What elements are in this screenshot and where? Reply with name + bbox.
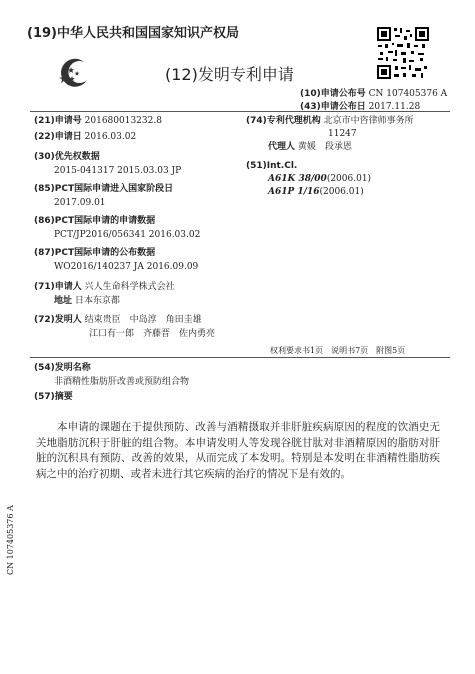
app-date: 2016.03.02 (84, 132, 137, 142)
qr-code (376, 26, 430, 80)
agent-value: 黄媛 段承恩 (297, 142, 352, 152)
app-no: 201680013232.8 (84, 116, 162, 126)
agency-row (246, 115, 414, 127)
abstract-text: 本申请的课题在于提供预防、改善与酒精摄取并非肝脏疾病原因的程度的饮酒史无关地脂肪沉积于肝脏的组合物。本申请发明人等发现谷胱甘肽对非酒精原因的脂肪对肝脏的沉积具有预防、改善的效果，从而完成了本发明。特别是本发明在非酒精性脂肪疾病之中的治疗初期、或者未进行其它疾病的治疗的情况下是有效的。 (36, 421, 440, 480)
ipc2-date: (2006.01) (319, 187, 364, 197)
app-no-row (34, 115, 162, 127)
applicant-value: 兴人生命科学株式会社 (84, 282, 175, 292)
agent-row (268, 141, 352, 153)
pct-pub-label: (87)PCT国际申请的公布数据 (34, 248, 156, 258)
agency-code: 11247 (328, 129, 357, 139)
pub-date: 2017.11.28 (368, 102, 421, 112)
inventors-label: (72)发明人 (34, 315, 82, 325)
agent-label: 代理人 (268, 142, 296, 152)
pub-no: CN 107405376 A (368, 89, 448, 99)
document-type: (12)发明专利申请 (165, 65, 294, 84)
inventors-row (34, 314, 202, 326)
body-divider (30, 357, 450, 358)
page-count: 权利要求书1页 说明书7页 附图5页 (270, 346, 406, 355)
cnipa-logo (54, 56, 90, 92)
inventors-line2: 江口有一郎 齐藤晋 佐内勇亮 (89, 329, 216, 339)
pct-entry-label: (85)PCT国际申请进入国家阶段日 (34, 184, 174, 194)
applicant-row (34, 281, 175, 293)
title-label: (54)发明名称 (34, 363, 91, 373)
priority-value: 2015-041317 2015.03.03 JP (54, 166, 182, 176)
app-date-label: (22)申请日 (34, 132, 82, 142)
pub-no-label: (10)申请公布号 (300, 89, 366, 99)
abstract-label: (57)摘要 (34, 392, 73, 402)
office-header: (19)中华人民共和国国家知识产权局 (27, 26, 239, 41)
address-value: 日本东京都 (74, 296, 120, 306)
invention-title: 非酒精性脂肪肝改善或预防组合物 (54, 377, 190, 387)
ipc2-code: A61P 1/16 (268, 187, 320, 197)
ipc-row-1 (268, 173, 371, 185)
app-date-row (34, 131, 136, 143)
ipc-row-2 (268, 186, 364, 198)
address-label: 地址 (54, 296, 73, 306)
intcl-label: (51)Int.Cl. (246, 161, 298, 171)
address-row (54, 295, 120, 307)
side-publication-number: CN 107405376 A (6, 505, 15, 575)
applicant-label: (71)申请人 (34, 282, 82, 292)
pct-pub-value: WO2016/140237 JA 2016.09.09 (54, 262, 199, 272)
header-divider (30, 111, 450, 112)
pub-date-label: (43)申请公布日 (300, 102, 366, 112)
publication-number-row (300, 86, 447, 99)
pct-entry-value: 2017.09.01 (54, 198, 106, 208)
agency-label: (74)专利代理机构 (246, 116, 321, 126)
priority-label: (30)优先权数据 (34, 152, 100, 162)
agency-value: 北京市中咨律师事务所 (323, 116, 414, 126)
ipc1-date: (2006.01) (326, 174, 372, 184)
inventors-line1: 结束贵臣 中岛淳 角田圭雄 (84, 315, 202, 325)
app-no-label: (21)申请号 (34, 116, 82, 126)
pct-app-label: (86)PCT国际申请的申请数据 (34, 216, 156, 226)
pct-app-value: PCT/JP2016/056341 2016.03.02 (54, 230, 201, 240)
ipc1-code: A61K 38/00 (268, 174, 327, 184)
